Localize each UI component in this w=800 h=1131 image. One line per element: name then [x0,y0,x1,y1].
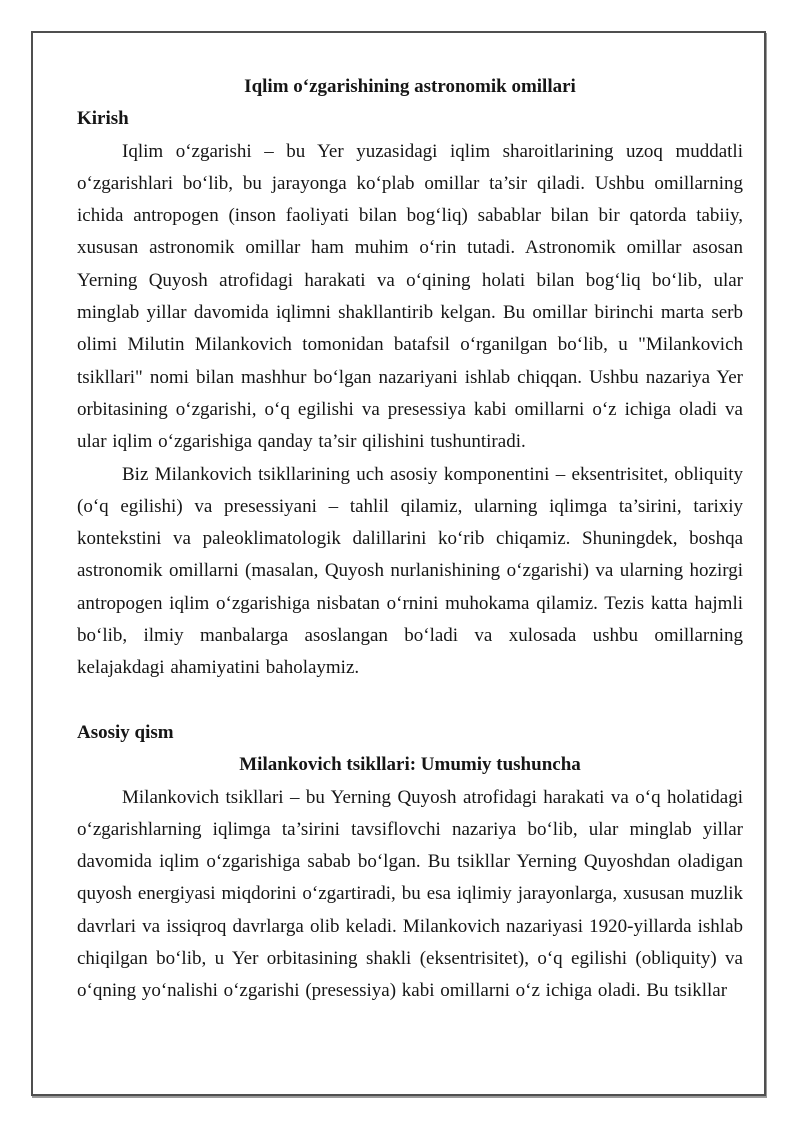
heading-asosiy-qism: Asosiy qism [77,721,174,743]
document-title: Iqlim o‘zgarishining astronomik omillari [244,76,576,97]
blank-line [77,685,743,717]
document-content [33,33,764,1008]
main-paragraph-1: Milankovich tsikllari – bu Yerning Quyosh atrofidagi harakati va o‘q holatidagi o‘zgarishlarning iqlimga ta’sirini tavsiflovchi nazariya bo‘lib, ular minglab yillar davomida iqlim o‘zgarishiga sabab bo‘lgan. Bu tsikllar Yerning Quyoshdan oladigan quyosh energiyasi miqdorini o‘zgartiradi, bu esa iqlimiy jarayonlarga, xususan muzlik davrlari va issiqroq davrlarga olib keladi. Milankovich nazariyasi 1920-yillarda ishlab chiqilgan bo‘lib, u Yer orbitasining shakli (eksentrisitet), o‘q egilishi (obliquity) va o‘qning yo‘nalishi o‘zgarishi (presessiya) kabi omillarni o‘z ichiga oladi. Bu tsikllar [77,786,743,1002]
subtitle-milankovich: Milankovich tsikllari: Umumiy tushuncha [239,754,581,776]
intro-paragraph-2: Biz Milankovich tsikllarining uch asosiy komponentini – eksentrisitet, obliquity (o‘q egilishi) va presessiyani – tahlil qilamiz, ularning iqlimga ta’sirini, tarixiy kontekstini va paleoklimatologik dalillarini ko‘rib chiqamiz. Shuningdek, boshqa astronomik omillarni (masalan, Quyosh nurlanishining o‘zgarishi) va ularning hozirgi antropogen iqlim o‘zgarishiga nisbatan o‘rnini muhokama qilamiz. Tezis katta hajmli bo‘lib, ilmiy manbalarga asoslangan bo‘ladi va xulosada ushbu omillarning kelajakdagi ahamiyatini baholaymiz. [77,463,743,679]
heading-kirish: Kirish [77,108,129,130]
intro-paragraph-1: Iqlim o‘zgarishi – bu Yer yuzasidagi iqlim sharoitlarining uzoq muddatli o‘zgarishlari bo‘lib, bu jarayonga ko‘plab omillar ta’sir qiladi. Ushbu omillarning ichida antropogen (inson faoliyati bilan bog‘liq) sabablar bilan bir qatorda tabiiy, xususan astronomik omillar ham muhim o‘rin tutadi. Astronomik omillar asosan Yerning Quyosh atrofidagi harakati va o‘qining holati bilan bog‘liq bo‘lib, ular minglab yillar davomida iqlimni shakllantirib kelgan. Bu omillar birinchi marta serb olimi Milutin Milankovich tomonidan batafsil o‘rganilgan bo‘lib, u "Milankovich tsikllari" nomi bilan mashhur bo‘lgan nazariyani ishlab chiqqan. Ushbu nazariya Yer orbitasining o‘zgarishi, o‘q egilishi va presessiya kabi omillarni o‘z ichiga oladi va ular iqlim o‘zgarishiga qanday ta’sir qilishini tushuntiradi. [77,140,743,453]
